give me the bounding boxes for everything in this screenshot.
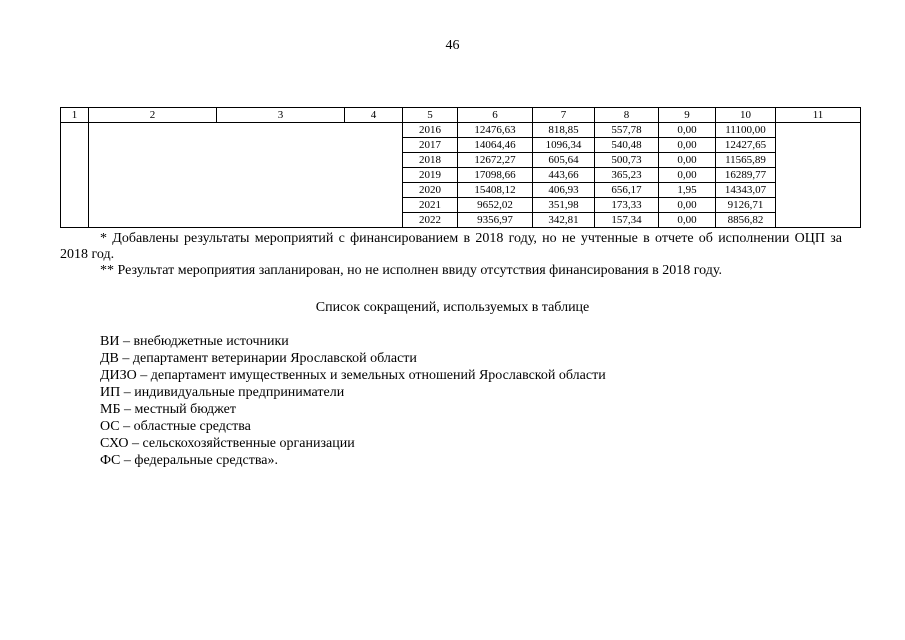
column-header: 7 [533, 108, 595, 123]
column-header: 5 [403, 108, 458, 123]
data-table [60, 107, 861, 228]
table-cell: 557,78 [595, 123, 659, 138]
table-cell: 11565,89 [716, 153, 776, 168]
table-cell: 14343,07 [716, 183, 776, 198]
table-cell: 9652,02 [458, 198, 533, 213]
column-header: 11 [776, 108, 861, 123]
table-cell: 443,66 [533, 168, 595, 183]
table-cell: 605,64 [533, 153, 595, 168]
list-item: ДВ – департамент ветеринарии Ярославской области [100, 351, 417, 366]
column-header: 4 [345, 108, 403, 123]
list-item: ВИ – внебюджетные источники [100, 334, 289, 349]
abbreviations-title: Список сокращений, используемых в таблице [315, 300, 590, 315]
table-cell: 9126,71 [716, 198, 776, 213]
list-item: СХО – сельскохозяйственные организации [100, 436, 355, 451]
table-cell: 2021 [403, 198, 458, 213]
table-cell: 0,00 [659, 153, 716, 168]
table-cell: 0,00 [659, 138, 716, 153]
column-header: 3 [217, 108, 345, 123]
table-cell: 9356,97 [458, 213, 533, 228]
table-cell-blank [89, 123, 403, 228]
table-cell: 15408,12 [458, 183, 533, 198]
table-cell: 656,17 [595, 183, 659, 198]
table-cell-blank [776, 123, 861, 228]
table-cell: 8856,82 [716, 213, 776, 228]
page-number: 46 [445, 38, 460, 53]
table-cell: 2017 [403, 138, 458, 153]
table-cell: 0,00 [659, 213, 716, 228]
table-cell: 12672,27 [458, 153, 533, 168]
list-item: ФС – федеральные средства». [100, 453, 278, 468]
column-header: 10 [716, 108, 776, 123]
table-cell: 342,81 [533, 213, 595, 228]
column-header: 2 [89, 108, 217, 123]
table-cell: 351,98 [533, 198, 595, 213]
table-cell: 2018 [403, 153, 458, 168]
table-cell: 0,00 [659, 168, 716, 183]
list-item: ДИЗО – департамент имущественных и земельных отношений Ярославской области [100, 368, 606, 383]
table-cell: 2022 [403, 213, 458, 228]
list-item: МБ – местный бюджет [100, 402, 236, 417]
footnote: ** Результат мероприятия запланирован, но не исполнен ввиду отсутствия финансирования в 2018 году. [100, 263, 723, 278]
table-cell: 406,93 [533, 183, 595, 198]
table-cell: 2019 [403, 168, 458, 183]
table-cell: 1,95 [659, 183, 716, 198]
table-header-row [61, 108, 861, 123]
abbreviations-list [100, 333, 606, 469]
table-cell: 0,00 [659, 198, 716, 213]
table-cell: 540,48 [595, 138, 659, 153]
table-cell: 0,00 [659, 123, 716, 138]
table-cell: 818,85 [533, 123, 595, 138]
table-row [61, 123, 861, 138]
table-cell: 11100,00 [716, 123, 776, 138]
table-cell: 173,33 [595, 198, 659, 213]
table-cell: 2016 [403, 123, 458, 138]
table-cell: 1096,34 [533, 138, 595, 153]
table-cell: 2020 [403, 183, 458, 198]
table-cell-blank [61, 123, 89, 228]
list-item: ОС – областные средства [100, 419, 251, 434]
column-header: 6 [458, 108, 533, 123]
column-header: 8 [595, 108, 659, 123]
table-cell: 12476,63 [458, 123, 533, 138]
footnote: * Добавлены результаты мероприятий с финансированием в 2018 году, но не учтенные в отчете об исполнении ОЦП за 2018 год. [60, 231, 842, 262]
table-cell: 16289,77 [716, 168, 776, 183]
footnotes [60, 231, 842, 279]
list-item: ИП – индивидуальные предприниматели [100, 385, 345, 400]
table-cell: 157,34 [595, 213, 659, 228]
table-cell: 14064,46 [458, 138, 533, 153]
column-header: 1 [61, 108, 89, 123]
table-cell: 12427,65 [716, 138, 776, 153]
column-header: 9 [659, 108, 716, 123]
table-cell: 17098,66 [458, 168, 533, 183]
table-cell: 365,23 [595, 168, 659, 183]
table-cell: 500,73 [595, 153, 659, 168]
